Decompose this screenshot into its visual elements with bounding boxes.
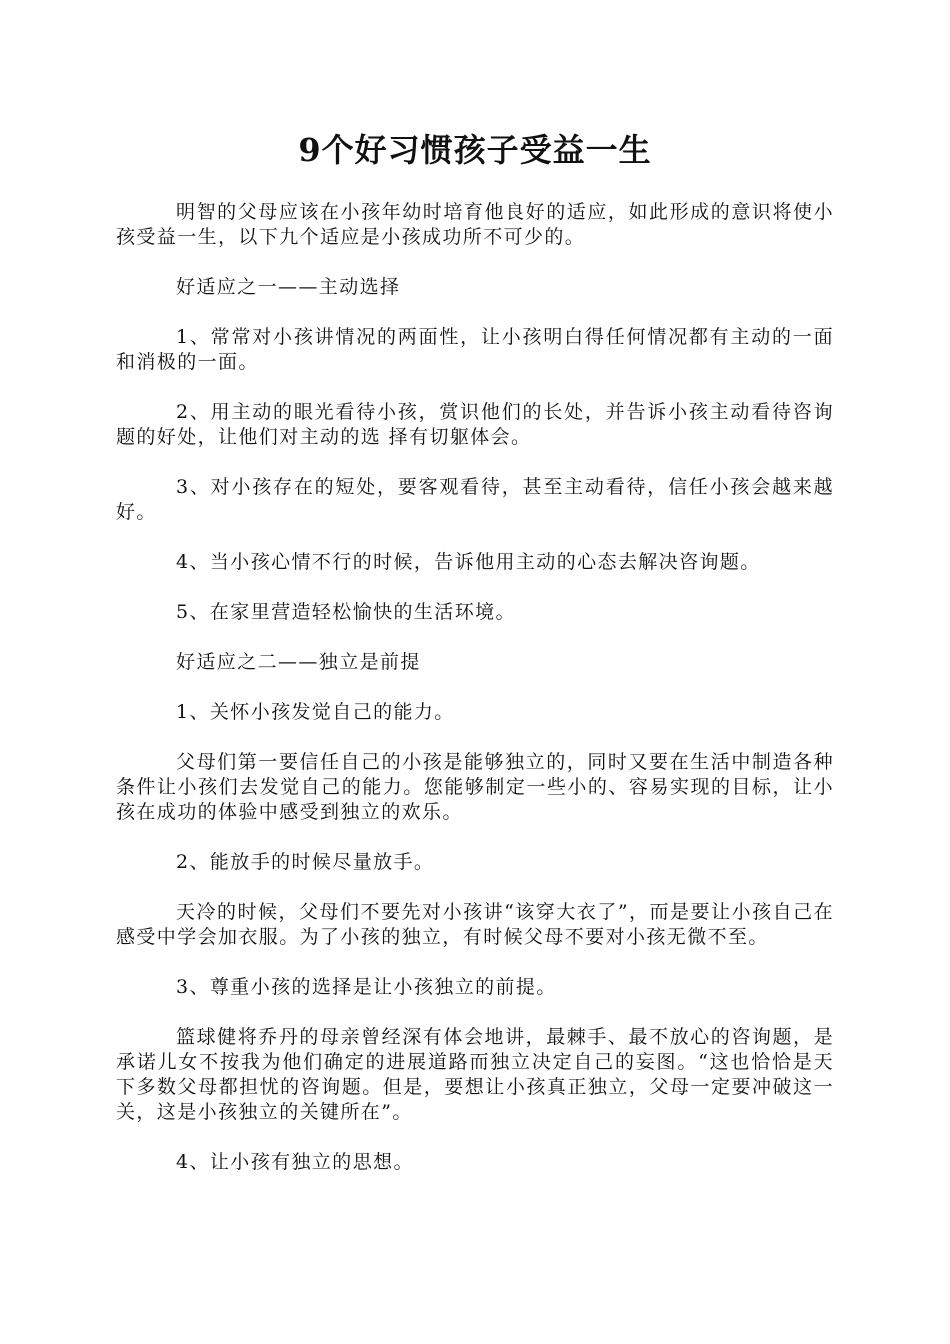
paragraph: 1、常常对小孩讲情况的两面性，让小孩明白得任何情况都有主动的一面和消极的一面。 bbox=[116, 326, 834, 373]
paragraph: 1、关怀小孩发觉自己的能力。 bbox=[176, 701, 455, 723]
paragraph: 2、能放手的时候尽量放手。 bbox=[176, 851, 435, 873]
paragraph: 天冷的时候，父母们不要先对小孩讲“该穿大衣了”，而是要让小孩自己在感受中学会加衣服。为了小孩的独立，有时候父母不要对小孩无微不至。 bbox=[116, 901, 834, 948]
section-heading-2: 好适应之二——独立是前提 bbox=[176, 651, 421, 673]
paragraph: 5、在家里营造轻松愉快的生活环境。 bbox=[176, 601, 516, 623]
paragraph-intro: 明智的父母应该在小孩年幼时培育他良好的适应，如此形成的意识将使小孩受益一生，以下九个适应是小孩成功所不可少的。 bbox=[116, 201, 834, 248]
paragraph: 父母们第一要信任自己的小孩是能够独立的，同时又要在生活中制造各种条件让小孩们去发觉自己的能力。您能够制定一些小的、容易实现的目标，让小孩在成功的体验中感受到独立的欢乐。 bbox=[116, 751, 834, 823]
paragraph: 3、尊重小孩的选择是让小孩独立的前提。 bbox=[176, 976, 557, 998]
paragraph: 4、让小孩有独立的思想。 bbox=[176, 1151, 414, 1173]
document-body bbox=[116, 200, 834, 1200]
paragraph: 3、对小孩存在的短处，要客观看待，甚至主动看待，信任小孩会越来越好。 bbox=[116, 476, 834, 523]
paragraph: 2、用主动的眼光看待小孩，赏识他们的长处，并告诉小孩主动看待咨询题的好处，让他们对主动的选 择有切躯体会。 bbox=[116, 401, 834, 448]
paragraph: 4、当小孩心情不行的时候，告诉他用主动的心态去解决咨询题。 bbox=[176, 551, 761, 573]
section-heading-1: 好适应之一——主动选择 bbox=[176, 276, 401, 298]
document-title: 9个好习惯孩子受益一生 bbox=[298, 131, 652, 169]
paragraph: 篮球健将乔丹的母亲曾经深有体会地讲，最棘手、最不放心的咨询题，是承诺儿女不按我为他们确定的进展道路而独立决定自己的妄图。“这也恰恰是天下多数父母都担忧的咨询题。但是，要想让小孩真正独立，父母一定要冲破这一关，这是小孩独立的关键所在”。 bbox=[116, 1026, 834, 1123]
